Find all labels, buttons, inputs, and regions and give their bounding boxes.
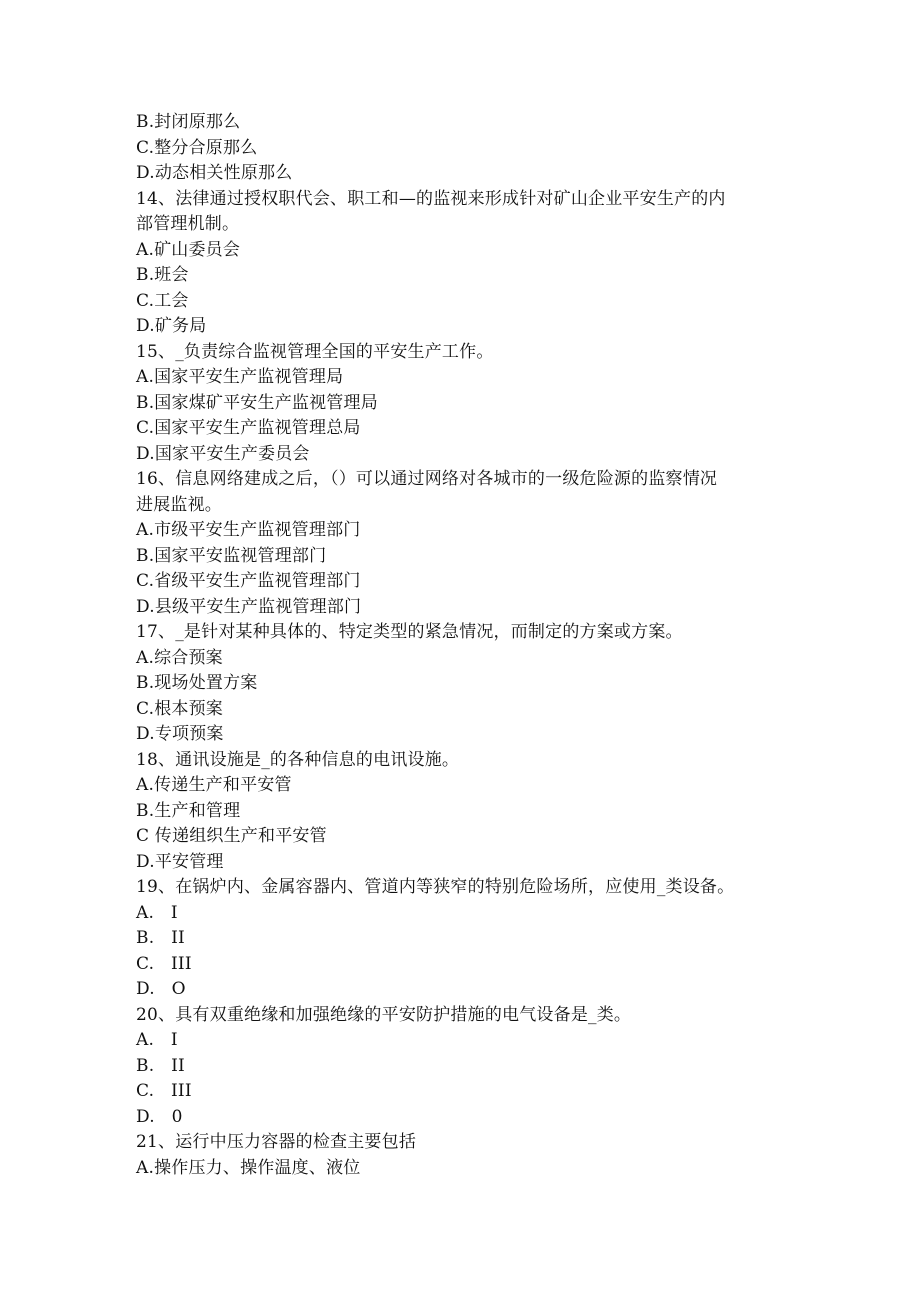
question-21: 21、运行中压力容器的检查主要包括	[136, 1132, 417, 1152]
option-line: B.现场处置方案	[136, 673, 258, 693]
option-line: B. II	[136, 928, 185, 948]
option-line: A.矿山委员会	[136, 239, 241, 260]
option-line: A.传递生产和平安管	[136, 775, 292, 795]
option-line: A. I	[136, 902, 178, 923]
option-line: C 传递组织生产和平安管	[136, 826, 327, 846]
option-line: C.工会	[136, 290, 189, 311]
option-line: B.封闭原那么	[136, 112, 241, 132]
option-line: A.综合预案	[136, 647, 223, 668]
option-line: A.国家平安生产监视管理局	[136, 367, 344, 387]
question-16: 16、信息网络建成之后，（）可以通过网络对各城市的一级危险源的监察情况	[136, 469, 718, 489]
option-line: C.根本预案	[136, 698, 224, 719]
question-15: 15、_负责综合监视管理全国的平安生产工作。	[136, 341, 494, 362]
question-19: 19、在锅炉内、金属容器内、管道内等狭窄的特别危险场所，应使用_类设备。	[136, 877, 735, 897]
question-14-continued: 部管理机制。	[136, 214, 240, 234]
option-line: D.矿务局	[136, 316, 207, 336]
option-line: D.国家平安生产委员会	[136, 443, 310, 464]
option-line: B.生产和管理	[136, 800, 241, 821]
option-line: D.平安管理	[136, 851, 224, 872]
option-line: B.国家平安监视管理部门	[136, 545, 327, 566]
option-line: B.国家煤矿平安生产监视管理局	[136, 392, 378, 413]
question-16-continued: 进展监视。	[136, 494, 222, 515]
document-body	[136, 110, 786, 1181]
option-line: C.国家平安生产监视管理总局	[136, 418, 361, 438]
option-line: C. III	[136, 953, 192, 974]
option-line: A.市级平安生产监视管理部门	[136, 520, 361, 540]
option-line: C.省级平安生产监视管理部门	[136, 571, 361, 591]
option-line: A.操作压力、操作温度、液位	[136, 1157, 361, 1178]
option-line: D.县级平安生产监视管理部门	[136, 596, 362, 617]
option-line: C.整分合原那么	[136, 137, 258, 158]
question-18: 18、通讯设施是_的各种信息的电讯设施。	[136, 749, 460, 770]
question-14: 14、法律通过授权职代会、职工和—的监视来形成针对矿山企业平安生产的内	[136, 188, 726, 209]
option-line: B.班会	[136, 265, 189, 285]
option-line: D.动态相关性原那么	[136, 163, 293, 183]
option-line: C. III	[136, 1081, 192, 1101]
question-17: 17、_是针对某种具体的、特定类型的紧急情况，而制定的方案或方案。	[136, 622, 683, 642]
option-line: D.专项预案	[136, 724, 224, 744]
option-line: B. II	[136, 1055, 185, 1076]
option-line: A. I	[136, 1030, 178, 1050]
option-line: D. 0	[136, 1106, 183, 1127]
question-20: 20、具有双重绝缘和加强绝缘的平安防护措施的电气设备是_类。	[136, 1004, 632, 1025]
option-line: D. O	[136, 979, 186, 999]
